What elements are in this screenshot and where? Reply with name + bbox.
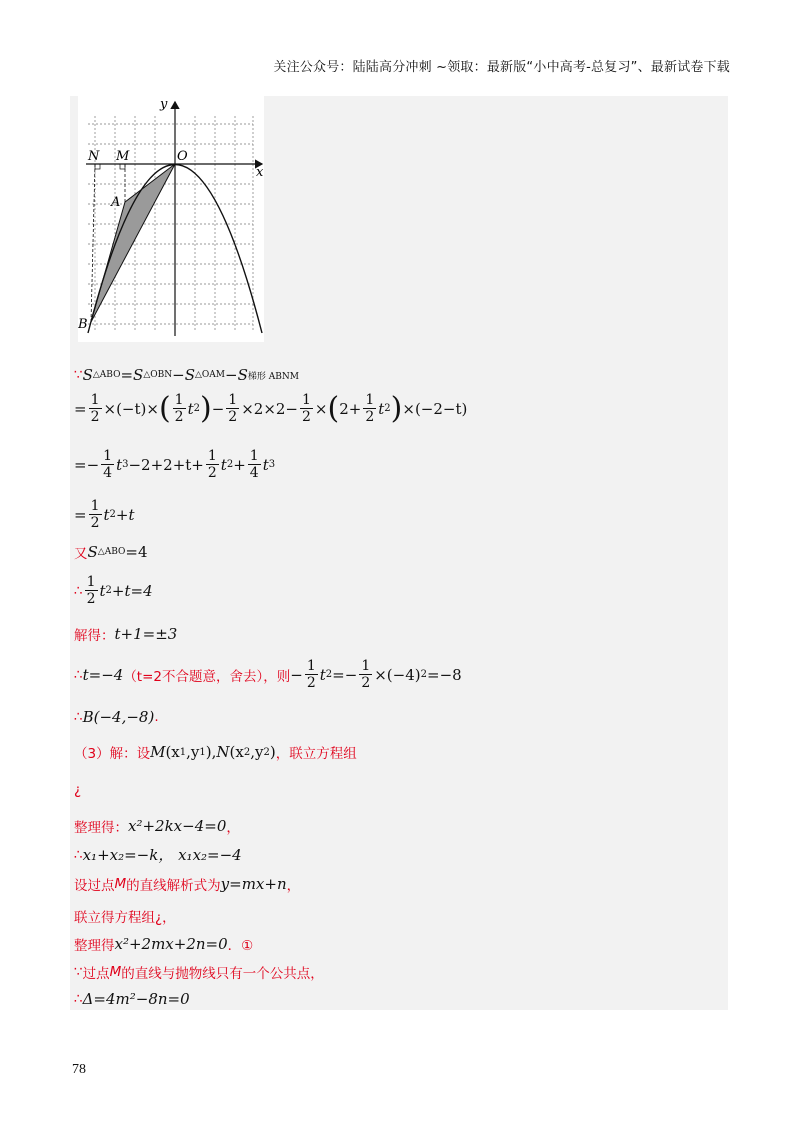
label-y: y xyxy=(160,97,168,112)
eq-simplified: = $\frac{1}{2}$ t 2 +t xyxy=(74,498,135,531)
grid-lines xyxy=(88,116,253,331)
content-block xyxy=(70,96,728,1010)
parabola-figure xyxy=(78,96,264,342)
tangent-condition: ∵ 过点 M 的直线与抛物线只有一个公共点， xyxy=(74,964,324,982)
label-x: x xyxy=(256,165,264,180)
eq-expansion-2: =− $\frac{1}{4}$ t 3 −2+2+t+ $\frac{1}{2}$ t 2 + $\frac{1}{4}$ t 3 xyxy=(74,448,276,481)
eq-t-value: ∴ t=−4 （t=2不合题意，舍去），则 − $\frac{1}{2}$ t 2 =− $\frac{1}{2}$ ×(−4) 2 =−8 xyxy=(74,658,462,691)
system-label: 联立得方程组¿， xyxy=(74,910,176,926)
eq-quadratic-m: 整理得 x²+2mx+2n=0 ．① xyxy=(74,935,254,954)
label-n: N xyxy=(88,149,100,164)
triangle-abo xyxy=(91,164,175,322)
eq-vieta: ∴ x₁+x₂=−k， x₁x₂=−4 xyxy=(74,846,242,864)
right-angle-m xyxy=(120,164,125,169)
eq-point-b: ∴ B(−4,−8) . xyxy=(74,708,159,726)
label-o: O xyxy=(177,149,188,164)
eq-equation: ∴ $\frac{1}{2}$ t 2 +t=4 xyxy=(74,574,153,607)
eq-quadratic-k: 整理得： x²+2kx−4=0 ， xyxy=(74,817,240,836)
page-header: 关注公众号：陆陆高分冲刺 ~领取：最新版“小中高考-总复习”、最新试卷下载 xyxy=(273,60,730,75)
placeholder-glyph-1: ¿ xyxy=(74,782,82,798)
eq-area-relation: ∵ S △ABO = S △OBN − S △OAM − S 梯形 ABNM xyxy=(74,366,299,384)
parabola-graph xyxy=(78,96,264,342)
label-m: M xyxy=(116,149,130,164)
line-m-setup: 设过点 M 的直线解析式为 y=mx+n ， xyxy=(74,875,301,894)
eq-expansion-1: = $\frac{1}{2}$ ×(−t)× ( $\frac{1}{2}$ t 2 ) − $\frac{1}{2}$ ×2×2− $\frac{1}{2}$ × ( 2+ $\frac{1}{2}$ t 2 ) ×(−2−t) xyxy=(74,390,468,426)
eq-area-value: 又 S △ABO =4 xyxy=(74,543,148,562)
part3-setup: （3）解：设 M (x 1 ,y 1 ) , N (x 2 ,y 2 ) ，联立方程组 xyxy=(74,743,357,762)
eq-discriminant: ∴ Δ=4m²−8n=0 xyxy=(74,990,190,1008)
right-angle-n xyxy=(95,164,100,169)
label-a: A xyxy=(111,195,121,210)
eq-solve: 解得： t+1=±3 xyxy=(74,625,178,644)
page-number: 78 xyxy=(72,1062,86,1077)
label-b: B xyxy=(78,317,88,332)
